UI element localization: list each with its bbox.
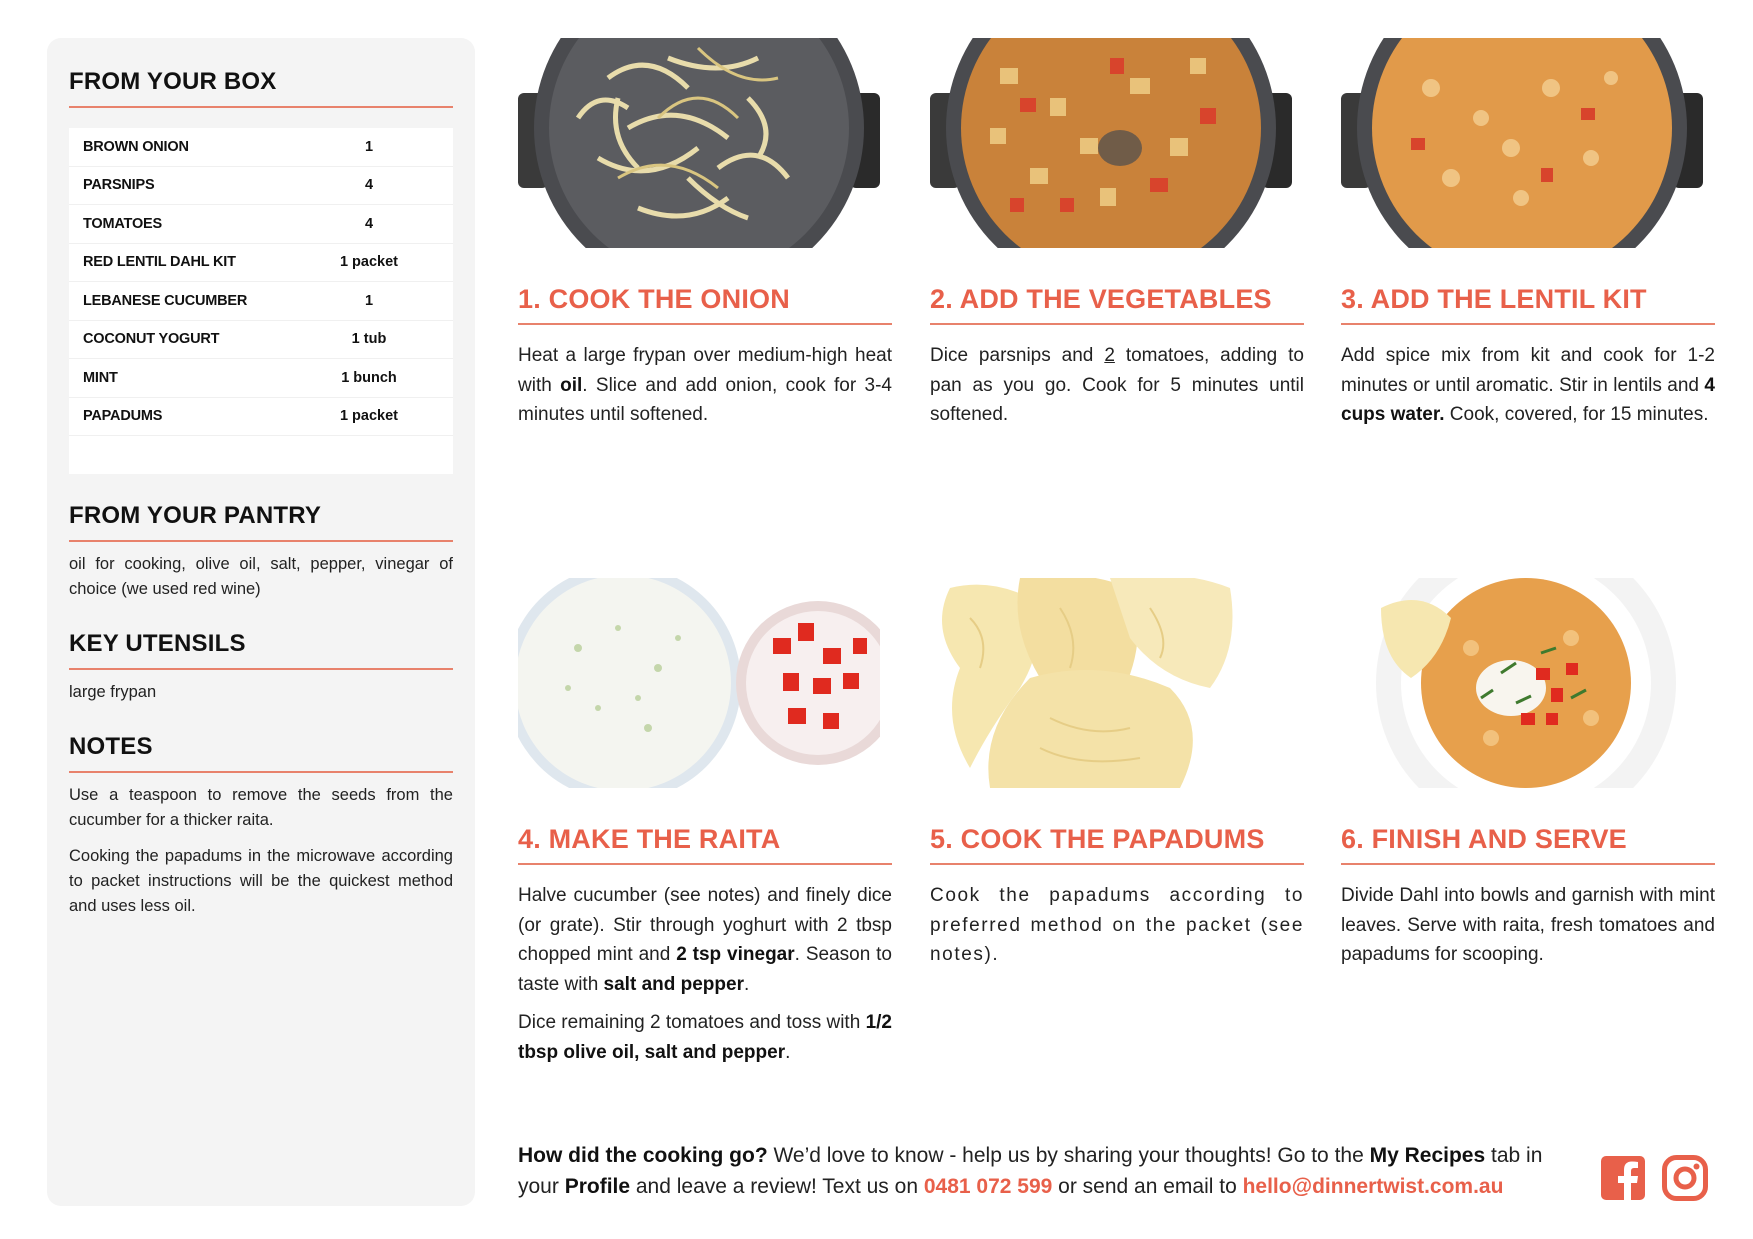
step-2-title: 2. ADD THE VEGETABLES — [930, 284, 1304, 325]
instagram-icon[interactable] — [1662, 1155, 1708, 1201]
utensils-heading: KEY UTENSILS — [69, 630, 453, 670]
onion-pan-photo — [518, 38, 880, 248]
ingredient-name: MINT — [83, 369, 118, 386]
ingredient-row — [69, 321, 453, 360]
ingredient-row — [69, 244, 453, 283]
facebook-icon[interactable] — [1600, 1155, 1646, 1201]
step-2-text: Dice parsnips and 2 tomatoes, adding to pan as you go. Cook for 5 minutes until softened. — [930, 345, 1304, 425]
step-2 — [930, 38, 1304, 430]
step-5-text: Cook the papadums according to preferred method on the packet (see notes). — [930, 885, 1304, 965]
ingredient-qty: 1 bunch — [341, 369, 397, 386]
ingredient-qty: 1 — [364, 138, 374, 155]
phone-number[interactable]: 0481 072 599 — [923, 1175, 1053, 1198]
ingredient-row — [69, 128, 453, 167]
step-4-title: 4. MAKE THE RAITA — [518, 824, 892, 865]
step-6-title: 6. FINISH AND SERVE — [1341, 824, 1715, 865]
step-1 — [518, 38, 892, 430]
notes-section — [69, 733, 453, 919]
step-4 — [518, 578, 892, 1067]
ingredient-row — [69, 359, 453, 398]
ingredient-row — [69, 167, 453, 206]
ingredient-name: TOMATOES — [83, 215, 162, 232]
pantry-text: oil for cooking, olive oil, salt, pepper, vinegar of choice (we used red wine) — [69, 555, 453, 598]
step-3-text: Add spice mix from kit and cook for 1-2 minutes or until aromatic. Stir in lentils and 4 cups water. Cook, covered, for 15 minutes. — [1341, 345, 1715, 425]
step-4-text-1: Halve cucumber (see notes) and finely dice (or grate). Stir through yoghurt with 2 tbsp chopped mint and 2 tsp vinegar. Season to taste with salt and pepper. — [518, 885, 892, 995]
email-link[interactable]: hello@dinnertwist.com.au — [1242, 1175, 1504, 1198]
ingredient-name: PARSNIPS — [83, 177, 155, 194]
pantry-section — [69, 502, 453, 602]
step-4-text-2: Dice remaining 2 tomatoes and toss with 1/2 tbsp olive oil, salt and pepper. — [518, 1012, 892, 1063]
step-1-title: 1. COOK THE ONION — [518, 284, 892, 325]
ingredient-row — [69, 398, 453, 437]
ingredient-name: LEBANESE CUCUMBER — [83, 292, 248, 309]
step-6 — [1341, 578, 1715, 970]
ingredient-name: PAPADUMS — [83, 408, 163, 425]
note-text: Use a teaspoon to remove the seeds from the cucumber for a thicker raita. — [69, 786, 453, 829]
ingredient-qty: 4 — [364, 215, 374, 232]
ingredient-row — [69, 282, 453, 321]
ingredient-name: BROWN ONION — [83, 138, 189, 155]
feedback-message: How did the cooking go? We’d love to know - help us by sharing your thoughts! Go to the My Recipes tab in your Profile and leave a review! Text us on 0481 072 599 or send an email to hello@dinnertwist.com.au — [518, 1144, 1543, 1198]
step-3-title: 3. ADD THE LENTIL KIT — [1341, 284, 1715, 325]
vegetables-pan-photo — [930, 38, 1292, 248]
ingredient-row — [69, 205, 453, 244]
ingredient-qty: 1 tub — [351, 331, 387, 348]
step-5-title: 5. COOK THE PAPADUMS — [930, 824, 1304, 865]
note-text: Cooking the papadums in the microwave according to packet instructions will be the quickest method and uses less oil. — [69, 847, 453, 915]
step-3 — [1341, 38, 1715, 430]
papadums-photo — [930, 578, 1292, 788]
step-5 — [930, 578, 1304, 970]
ingredient-qty: 1 packet — [339, 408, 399, 425]
ingredient-qty: 1 packet — [339, 254, 399, 271]
lentil-pan-photo — [1341, 38, 1703, 248]
finished-dahl-photo — [1341, 578, 1703, 788]
utensils-section — [69, 630, 453, 705]
step-1-text: Heat a large frypan over medium-high heat with oil. Slice and add onion, cook for 3-4 minutes until softened. — [518, 345, 892, 425]
from-your-box-heading: FROM YOUR BOX — [69, 68, 453, 108]
ingredient-qty: 4 — [364, 177, 374, 194]
ingredients-panel — [47, 38, 475, 1206]
step-6-text: Divide Dahl into bowls and garnish with mint leaves. Serve with raita, fresh tomatoes and papadums for scooping. — [1341, 885, 1715, 965]
ingredient-qty: 1 — [364, 292, 374, 309]
notes-heading: NOTES — [69, 733, 453, 773]
raita-bowls-photo — [518, 578, 880, 788]
pantry-heading: FROM YOUR PANTRY — [69, 502, 453, 542]
utensils-text: large frypan — [69, 683, 157, 701]
ingredients-table — [69, 128, 453, 474]
ingredient-name: COCONUT YOGURT — [83, 331, 220, 348]
ingredient-name: RED LENTIL DAHL KIT — [83, 254, 236, 271]
